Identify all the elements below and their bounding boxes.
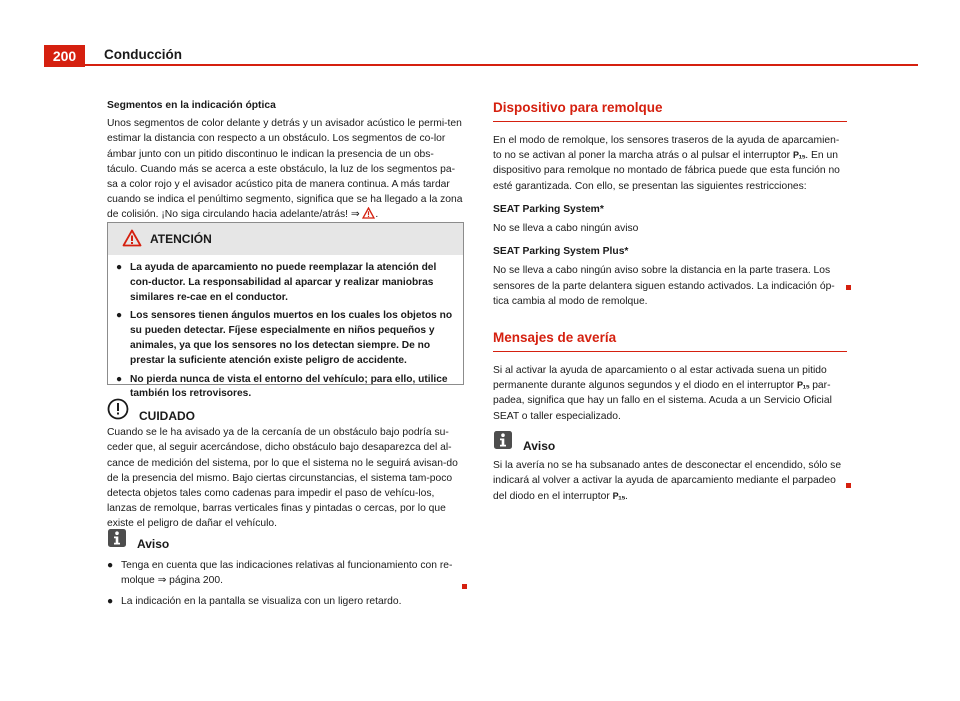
trailer-section — [493, 100, 847, 122]
note-section-right — [493, 430, 847, 504]
warning-box — [107, 222, 464, 400]
spsp-text: No se lleva a cabo ningún aviso sobre la distancia en la parte trasera. Los sensores de la parte delantera siguen estando activados. La indicación óp-tica cambia al modo de remolque. — [493, 265, 835, 307]
parking-switch-icon: P₁₅ — [792, 150, 806, 161]
segments-section — [107, 98, 464, 225]
fault-section — [493, 330, 847, 352]
fault-body — [493, 363, 847, 424]
spsp-heading: SEAT Parking System Plus* — [493, 246, 629, 258]
sps-text: No se lleva a cabo ningún aviso — [493, 223, 639, 235]
segments-paragraph — [107, 116, 464, 224]
note-item: ● Tenga en cuenta que las indicaciones relativas al funcionamiento con re-molque ⇒ página 200. — [107, 560, 453, 587]
note-list — [107, 558, 464, 609]
fault-paragraph: Si al activar la ayuda de aparcamiento o al estar activada suena un pitido permanente durante algunos segundos y el diodo en el interruptor P₁₅ par-padea, significa que hay un fallo en el sistema. Acuda a un Servicio Oficial SEAT o taller especializado. — [493, 365, 832, 422]
note-header — [493, 430, 847, 454]
page-number: 200 — [44, 45, 85, 67]
sps-heading: SEAT Parking System* — [493, 203, 604, 215]
parking-switch-icon: P₁₅ — [796, 380, 810, 391]
info-icon — [493, 430, 513, 454]
note-header — [107, 528, 464, 552]
warning-triangle-icon — [122, 229, 150, 250]
trailer-title: Dispositivo para remolque — [493, 100, 847, 122]
warning-title: ATENCIÓN — [150, 232, 212, 246]
caution-text: Cuando se le ha avisado ya de la cercanía de un obstáculo bajo podría su-ceder que, al seguir acercándose, dicho obstáculo bajo desaparezca del al-cance de medición del sistema, por lo que el sistema no le seguirá avisan-do de la presencia del mismo. Bajo ciertas circunstancias, el sistema tam-poco detecta objetos tales como cadenas para impedir el paso de vehícu-los, lanzas de remolque, barras verticales finas y pintadas o cercas, por lo que existe el peligro de dañar el vehículo. — [107, 427, 458, 530]
note-title: Aviso — [523, 439, 556, 453]
chapter-title: Conducción — [104, 47, 182, 62]
trailer-paragraph: En el modo de remolque, los sensores traseros de la ayuda de aparcamien-to no se activan al poner la marcha atrás o al pulsar el interruptor P₁₅. En un dispositivo para remolque no montado de fábrica puede que esta función no esté garantizada. Con ello, se presentan las siguientes restricciones: — [493, 135, 840, 192]
note-item: ● La indicación en la pantalla se visualiza con un ligero retardo. — [107, 595, 402, 607]
fault-title: Mensajes de avería — [493, 330, 847, 352]
warning-item: ● No pierda nunca de vista el entorno del vehículo; para ello, utilice también los retrovisores. — [116, 373, 448, 400]
section-end-marker — [462, 584, 467, 589]
info-icon — [107, 528, 127, 552]
warning-item: ● La ayuda de aparcamiento no puede reemplazar la atención del con-ductor. La responsabilidad al aparcar y realizar maniobras similares re-cae en el conductor. — [116, 262, 437, 303]
section-end-marker — [846, 285, 851, 290]
header-rule — [85, 64, 918, 66]
note-title: Aviso — [137, 537, 170, 551]
caution-icon — [107, 398, 129, 424]
caution-header — [107, 398, 464, 424]
segments-heading: Segmentos en la indicación óptica — [107, 100, 276, 111]
segments-text: Unos segmentos de color delante y detrás y un avisador acústico le permi-ten estimar la distancia con respecto a un obstáculo. Los segmentos de co-lor ámbar junto con un pitido discontinuo le indican la presencia de un obs-táculo. Cuando más se acerca a este obstáculo, la luz de los segmentos pa-sa a color rojo y el avisador acústico pita de manera continua. A más tardar cuando se indica el penúltimo segmento, significa que se ha llegado a la zona de colisión. ¡No siga circulando hacia adelante/atrás! ⇒ — [107, 118, 463, 221]
section-end-marker — [846, 483, 851, 488]
caution-title: CUIDADO — [139, 409, 195, 423]
warning-item: ● Los sensores tienen ángulos muertos en los cuales los objetos no su pueden detectar. Fíjese especialmente en niños pequeños y animales, ya que los sensores no los detectan siempre. De no prestar la suficiente atención existe peligro de accidente. — [116, 310, 453, 366]
note-section-left — [107, 528, 464, 613]
note-paragraph: Si la avería no se ha subsanado antes de desconectar el encendido, sólo se indicará al volver a activar la ayuda de aparcamiento mediante el parpadeo del diodo en el interruptor P₁₅. — [493, 460, 842, 502]
warning-header — [108, 223, 463, 255]
trailer-body — [493, 133, 847, 309]
caution-section — [107, 398, 464, 532]
warning-body — [108, 255, 463, 402]
parking-switch-icon: P₁₅ — [612, 490, 626, 501]
segments-text-end: . — [375, 209, 379, 221]
